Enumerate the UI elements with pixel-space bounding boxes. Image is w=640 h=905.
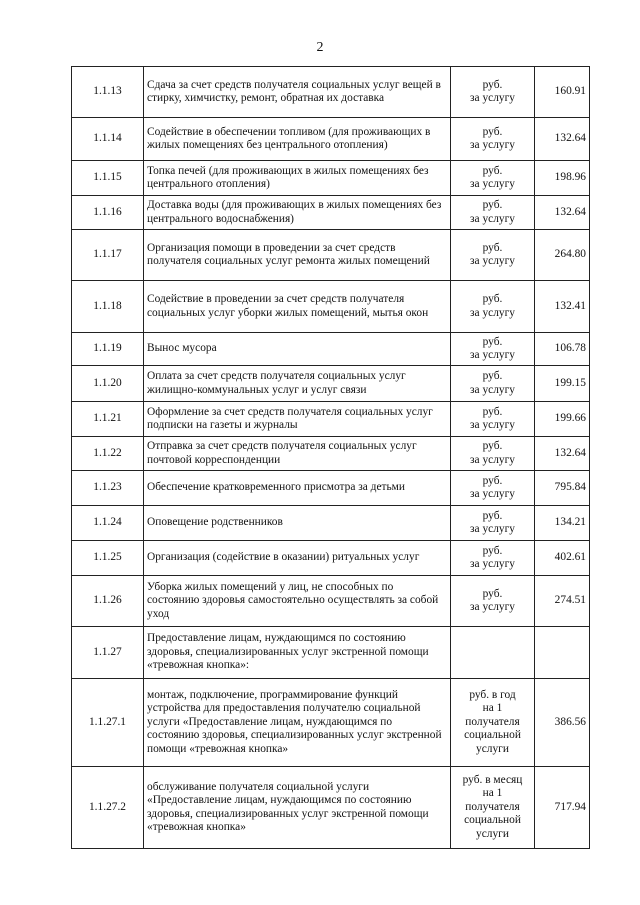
row-code: 1.1.20 [72,366,144,402]
unit-line: за услугу [470,306,515,319]
row-code: 1.1.18 [72,281,144,333]
row-price [535,627,590,679]
row-description: Организация помощи в проведении за счет средств получателя социальных услуг ремонта жилых помещений [144,230,451,281]
row-price: 199.66 [535,402,590,437]
unit-line: на 1 [482,787,503,800]
row-unit [451,333,535,366]
row-code: 1.1.13 [72,67,144,118]
row-code: 1.1.23 [72,471,144,506]
row-code: 1.1.24 [72,506,144,541]
row-price: 132.41 [535,281,590,333]
row-code: 1.1.27 [72,627,144,679]
unit-line: за услугу [470,601,515,613]
row-description: Обеспечение кратковременного присмотра за детьми [144,471,451,506]
table-row [72,437,590,471]
unit-line: на 1 [482,702,503,715]
row-description: Оформление за счет средств получателя социальных услуг подписки на газеты и журналы [144,402,451,437]
table-row [72,67,590,118]
row-code: 1.1.25 [72,541,144,576]
row-price: 132.64 [535,196,590,230]
table-row [72,541,590,576]
table-row [72,333,590,366]
unit-line: услуги [476,742,509,755]
row-description: Содействие в обеспечении топливом (для проживающих в жилых помещениях без центрального отопления) [144,118,451,161]
row-price: 274.51 [535,576,590,627]
row-description: Уборка жилых помещений у лиц, не способных по состоянию здоровья самостоятельно осуществлять за собой уход [144,576,451,627]
row-unit [451,767,535,849]
row-price: 386.56 [535,679,590,767]
table-row [72,402,590,437]
unit-line: руб. [482,405,503,418]
row-description: Сдача за счет средств получателя социальных услуг вещей в стирку, химчистку, ремонт, обратная их доставка [144,67,451,118]
row-unit [451,576,535,627]
unit-line: социальной [464,729,521,742]
unit-line: за услугу [470,453,515,466]
row-description: Содействие в проведении за счет средств получателя социальных услуг уборки жилых помещений, мытья окон [144,281,451,333]
unit-line: за услугу [470,383,515,396]
row-unit [451,679,535,767]
unit-line: руб. [482,199,503,212]
row-description: Оповещение родственников [144,506,451,541]
unit-line: получателя [465,715,520,728]
table-row [72,118,590,161]
row-description: Вынос мусора [144,333,451,366]
table-row [72,196,590,230]
row-price: 402.61 [535,541,590,576]
row-code: 1.1.22 [72,437,144,471]
unit-line: руб. [482,293,503,306]
row-code: 1.1.19 [72,333,144,366]
row-code: 1.1.27.1 [72,679,144,767]
unit-line: получателя [465,800,520,813]
table-row [72,281,590,333]
row-unit [451,366,535,402]
row-description: Отправка за счет средств получателя социальных услуг почтовой корреспонденции [144,437,451,471]
unit-line: за услугу [470,212,515,225]
unit-line: за услугу [470,92,515,104]
unit-line: за услугу [470,255,515,267]
unit-line: руб. [482,509,503,522]
unit-line: руб. [482,440,503,453]
row-description: обслуживание получателя социальной услуги «Предоставление лицам, нуждающимся по состоянию здоровья, специализированных услуг экстренной помощи «тревожная кнопка» [144,767,451,849]
row-unit [451,541,535,576]
row-price: 717.94 [535,767,590,849]
row-code: 1.1.14 [72,118,144,161]
row-description: Оплата за счет средств получателя социальных услуг жилищно-коммунальных услуг и услуг связи [144,366,451,402]
row-description: Топка печей (для проживающих в жилых помещениях без центрального отопления) [144,161,451,196]
unit-line: руб. [482,241,503,254]
row-price: 160.91 [535,67,590,118]
row-unit [451,471,535,506]
table-row [72,627,590,679]
row-code: 1.1.16 [72,196,144,230]
row-unit [451,627,535,679]
row-price: 198.96 [535,161,590,196]
unit-line: руб. в месяц [462,773,523,786]
table-row [72,506,590,541]
table-row [72,471,590,506]
row-description: монтаж, подключение, программирование функций устройства для предоставления получателю социальной услуги «Предоставление лицам, нуждающимся по состоянию здоровья, специализированных услуг экстренной помощи «тревожная кнопка» [144,679,451,767]
unit-line: руб. [482,335,503,348]
unit-line: за услугу [470,488,515,500]
row-description: Доставка воды (для проживающих в жилых помещениях без центрального водоснабжения) [144,196,451,230]
tariff-table [71,66,590,849]
row-unit [451,437,535,471]
unit-line: руб. [482,164,503,177]
row-unit [451,118,535,161]
row-price: 199.15 [535,366,590,402]
row-code: 1.1.15 [72,161,144,196]
row-unit [451,161,535,196]
unit-line: за услугу [470,523,515,535]
row-price: 264.80 [535,230,590,281]
table-row [72,366,590,402]
row-price: 106.78 [535,333,590,366]
unit-line: за услугу [470,139,515,151]
table-row [72,230,590,281]
row-price: 795.84 [535,471,590,506]
unit-line: руб. [482,474,503,487]
unit-line: руб. [482,587,503,600]
unit-line: за услугу [470,419,515,431]
row-unit [451,196,535,230]
unit-line: услуги [476,827,509,840]
unit-line: руб. [482,544,503,557]
row-code: 1.1.26 [72,576,144,627]
row-code: 1.1.21 [72,402,144,437]
row-unit [451,281,535,333]
row-unit [451,506,535,541]
unit-line: руб. в год [469,688,516,701]
unit-line: руб. [482,78,503,91]
unit-line: за услугу [470,558,515,570]
table-row [72,767,590,849]
unit-line: за услугу [470,178,515,190]
table-row [72,576,590,627]
row-description: Организация (содействие в оказании) ритуальных услуг [144,541,451,576]
row-description: Предоставление лицам, нуждающимся по состоянию здоровья, специализированных услуг экстренной помощи «тревожная кнопка»: [144,627,451,679]
row-unit [451,230,535,281]
table-row [72,679,590,767]
row-price: 132.64 [535,118,590,161]
unit-line: за услугу [470,349,515,361]
unit-line: социальной [464,814,521,827]
unit-line: руб. [482,370,503,383]
row-code: 1.1.27.2 [72,767,144,849]
row-price: 132.64 [535,437,590,471]
page-number: 2 [316,40,324,55]
row-unit [451,67,535,118]
unit-line: руб. [482,125,503,138]
table-row [72,161,590,196]
row-code: 1.1.17 [72,230,144,281]
row-price: 134.21 [535,506,590,541]
row-unit [451,402,535,437]
